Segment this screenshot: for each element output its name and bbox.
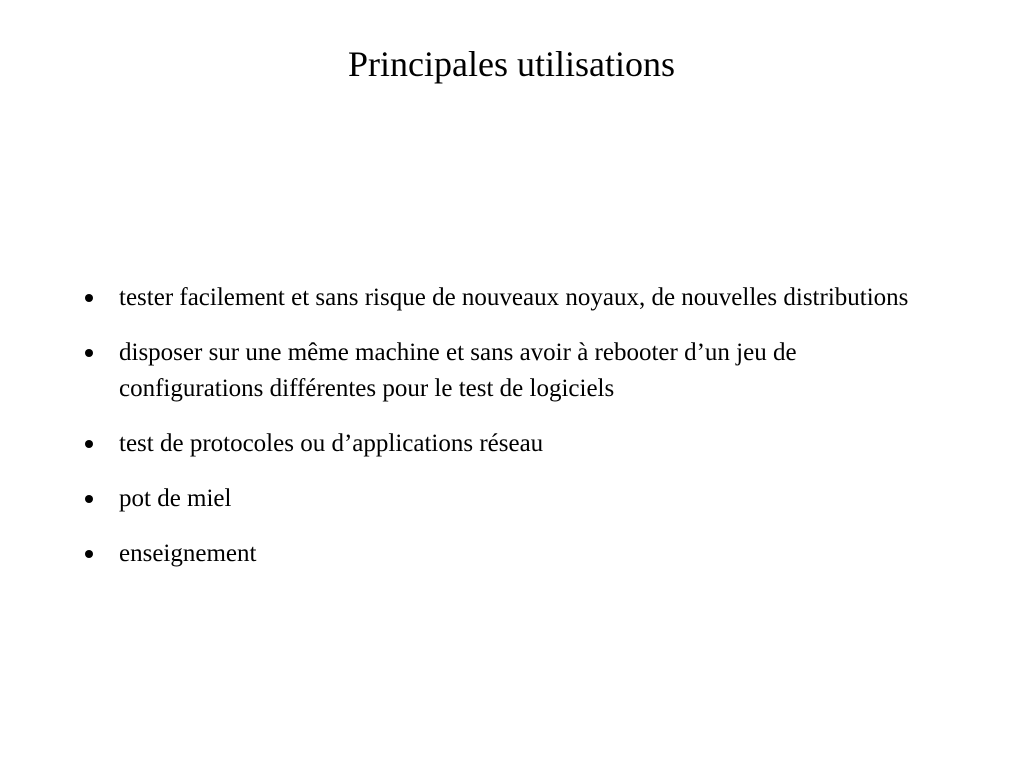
bullet-dot-icon (85, 495, 93, 503)
list-item-text: pot de miel (119, 485, 232, 512)
bullet-list (84, 280, 944, 591)
bullet-dot-icon (85, 294, 93, 302)
list-item-text: enseignement (119, 540, 257, 567)
bullet-dot-icon (85, 440, 93, 448)
bullet-dot-icon (85, 550, 93, 558)
bullet-dot-icon (85, 349, 93, 357)
list-item (84, 536, 944, 572)
list-item (84, 335, 944, 407)
list-item (84, 280, 944, 316)
list-item (84, 426, 944, 462)
list-item-text: tester facilement et sans risque de nouveaux noyaux, de nouvelles distributions (119, 284, 909, 311)
list-item-text: test de protocoles ou d’applications réseau (119, 430, 544, 457)
slide-title: Principales utilisations (348, 44, 675, 84)
list-item (84, 481, 944, 517)
list-item-text: disposer sur une même machine et sans avoir à rebooter d’un jeu de configurations différentes pour le test de logiciels (119, 339, 797, 402)
